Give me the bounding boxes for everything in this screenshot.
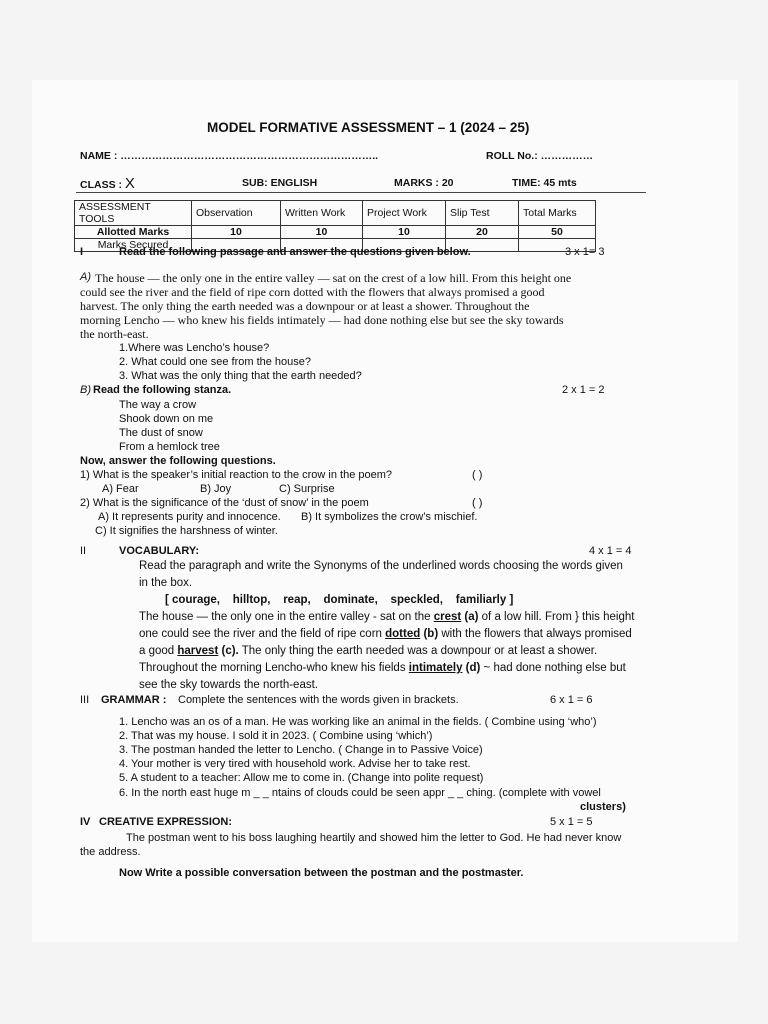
section-number: II [80,545,87,557]
vocab-line [139,611,634,623]
grammar-item: 6. In the north east huge m _ _ ntains of clouds could be seen appr _ _ ching. (complete with vowel [119,787,601,799]
grammar-item: 1. Lencho was an os of a man. He was working like an animal in the fields. ( Combine using ‘who’) [119,716,597,728]
table-header-row [75,201,596,226]
vocab-line [139,645,597,657]
blank-label: (d) [462,662,481,674]
table-header-cell: Project Work [363,201,446,226]
section-heading: Read the following passage and answer the questions given below. [119,246,471,258]
table-cell: 50 [519,226,596,239]
section-marks: 3 x 1= 3 [565,246,605,258]
page-title: MODEL FORMATIVE ASSESSMENT – 1 (2024 – 25) [207,120,530,135]
instruction-line: Read the paragraph and write the Synonyms of the underlined words choosing the words given [139,560,623,572]
answer-bracket: ( ) [472,497,483,509]
name-field-label: NAME : ……………………………………………………………….. [80,150,379,162]
question-item: 2) What is the significance of the ‘dust of snow’ in the poem [80,497,369,509]
table-row-label: Allotted Marks [75,226,192,239]
blank-label: (c). [218,645,239,657]
section-marks: 2 x 1 = 2 [562,384,605,396]
blank-label: (b) [420,628,439,640]
stanza-line: The way a crow [119,399,197,411]
section-marks: 6 x 1 = 6 [550,694,593,706]
vocab-text: Throughout the morning Lencho-who knew his fields [139,662,409,674]
stanza-line: From a hemlock tree [119,441,220,453]
vocab-text: The only thing the earth needed was a downpour or at least a shower. [238,645,598,657]
section-marks: 4 x 1 = 4 [589,545,632,557]
section-number: I [80,246,84,258]
marks-table [74,200,596,252]
creative-task: Now Write a possible conversation between the postman and the postmaster. [119,867,524,879]
part-heading: Read the following stanza. [93,384,232,396]
section-instruction: Complete the sentences with the words given in brackets. [178,694,459,706]
vocab-line: see the sky towards the north-east. [139,679,318,691]
question-item: 2. What could one see from the house? [119,356,312,368]
vocab-text: a good [139,645,178,657]
underlined-word: dotted [385,628,421,640]
grammar-item: 5. A student to a teacher: Allow me to come in. (Change into polite request) [119,772,484,784]
option-item: B) It symbolizes the crow’s mischief. [301,511,478,523]
underlined-word: crest [433,611,462,623]
grammar-item-tail: clusters) [580,801,626,813]
question-item: 1.Where was Lencho’s house? [119,342,270,354]
table-row [75,226,596,239]
section-marks: 5 x 1 = 5 [550,816,593,828]
answer-bracket: ( ) [472,469,483,481]
grammar-item: 4. Your mother is very tired with household work. Advise her to take rest. [119,758,471,770]
passage-line: harvest. The only thing the earth needed was a downpour or at least a shower. Throughout the [80,299,530,313]
table-header-cell: Written Work [281,201,363,226]
word-box: [ courage, hilltop, reap, dominate, speckled, familiarly ] [165,594,514,606]
section-heading: VOCABULARY: [119,545,200,557]
passage-line: the north-east. [80,327,149,341]
option-item: A) Fear [102,483,139,495]
option-item: C) It signifies the harshness of winter. [95,525,278,537]
question-item: 3. What was the only thing that the earth needed? [119,370,362,382]
vocab-text: The house — the only one in the entire valley - sat on the [139,611,434,623]
marks-label: MARKS : 20 [394,177,454,189]
part-label: B) [80,384,91,396]
subject-label: SUB: ENGLISH [242,177,318,189]
section-heading: CREATIVE EXPRESSION: [99,816,233,828]
stanza-line: Shook down on me [119,413,214,425]
time-label: TIME: 45 mts [512,177,577,189]
underlined-word: harvest [177,645,219,657]
option-item: C) Surprise [279,483,335,495]
passage-line: morning Lencho — who knew his fields intimately — had done nothing else but see the sky towards [80,313,564,327]
passage-line: The house — the only one in the entire valley — sat on the crest of a low hill. From this height one [95,271,572,285]
table-header-cell: Slip Test [446,201,519,226]
class-label-text: CLASS : [80,179,122,191]
vocab-text: ~ had done nothing else but [480,662,626,674]
vocab-text: with the flowers that always promised [438,628,632,640]
underlined-word: intimately [408,662,463,674]
vocab-line [139,662,626,674]
vocab-text: one could see the river and the field of ripe corn [139,628,386,640]
roll-field-label: ROLL No.: …………… [486,150,594,162]
section-number: III [80,694,90,706]
option-item: B) Joy [200,483,232,495]
creative-line: The postman went to his boss laughing heartily and showed him the letter to God. He had never know [126,832,622,844]
vocab-text: of a low hill. From } this height [478,611,635,623]
stanza-line: The dust of snow [119,427,203,439]
option-item: A) It represents purity and innocence. [98,511,281,523]
table-header-cell: ASSESSMENT TOOLS [75,201,192,226]
class-value: X [124,175,135,192]
part-label: A) [80,271,91,283]
question-item: 1) What is the speaker’s initial reaction to the crow in the poem? [80,469,393,481]
grammar-item: 3. The postman handed the letter to Lencho. ( Change in to Passive Voice) [119,744,483,756]
passage-line: could see the river and the field of ripe corn dotted with the flowers that always promised a good [80,285,545,299]
table-row-label: Marks Secured [75,239,192,252]
table-header-cell: Observation [192,201,281,226]
instruction-line: in the box. [139,577,193,589]
grammar-item: 2. That was my house. I sold it in 2023. ( Combine using ‘which’) [119,730,433,742]
table-cell: 10 [281,226,363,239]
table-cell: 10 [192,226,281,239]
section-heading: GRAMMAR : [101,694,167,706]
vocab-line [139,628,632,640]
table-cell: 10 [363,226,446,239]
section-number: IV [80,816,91,828]
creative-line: the address. [80,846,141,858]
part-heading: Now, answer the following questions. [80,455,276,467]
class-label [80,175,135,192]
header-divider [76,192,646,193]
table-header-cell: Total Marks [519,201,596,226]
table-cell: 20 [446,226,519,239]
blank-label: (a) [461,611,479,623]
